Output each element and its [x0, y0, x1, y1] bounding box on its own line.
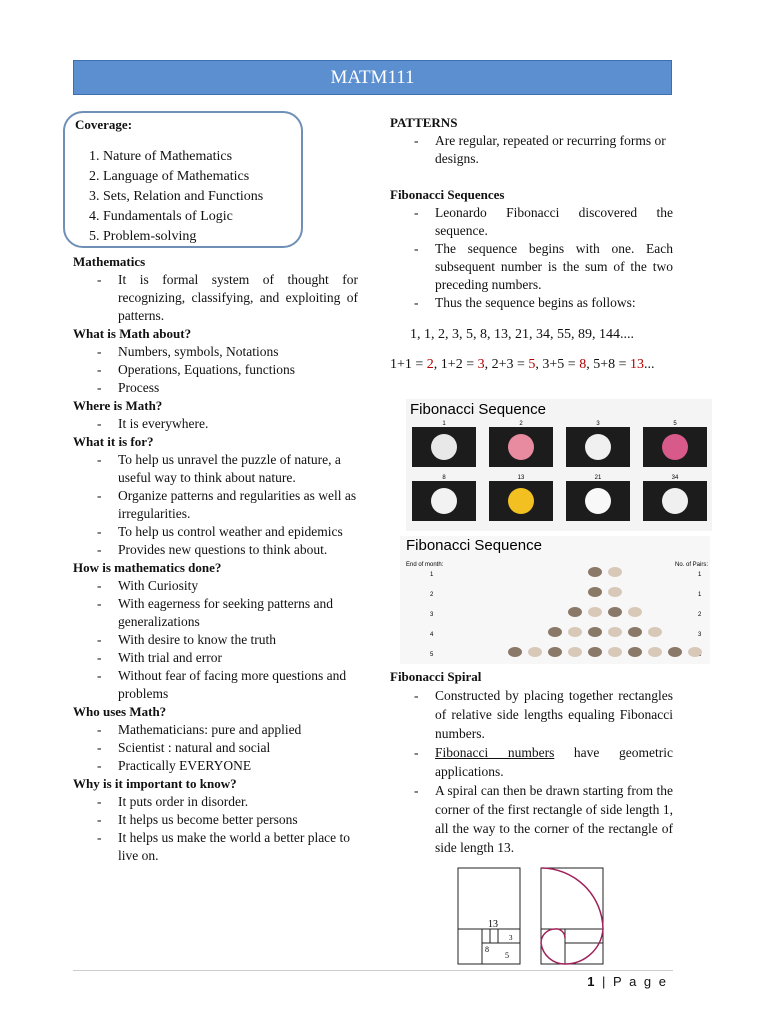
list-item: - With eagerness for seeking patterns and generalizations — [73, 595, 358, 631]
rabbit-icon — [668, 647, 682, 657]
list-item: - It is everywhere. — [73, 415, 358, 433]
rabbit-icon — [588, 647, 602, 657]
sum-text: , 3+5 = — [535, 357, 580, 372]
rabbit-icon — [628, 607, 642, 617]
underlined-text: Fibonacci numbers — [435, 745, 555, 760]
section-heading: Mathematics — [73, 254, 146, 269]
list-item: - Provides new questions to think about. — [73, 541, 358, 559]
list-item: 5. Problem-solving — [103, 227, 291, 247]
rabbit-icon — [548, 647, 562, 657]
list-item: - Organize patterns and regularities as well as irregularities. — [73, 487, 358, 523]
flower-label: 8 — [442, 475, 446, 481]
fibonacci-rabbits-figure — [400, 536, 710, 664]
list-item: - With Curiosity — [73, 577, 358, 595]
list-item: - Without fear of facing more questions and problems — [73, 667, 358, 703]
list-item: - It puts order in disorder. — [73, 793, 358, 811]
coverage-list — [75, 147, 291, 247]
rabbit-icon — [588, 607, 602, 617]
page-title: MATM111 — [330, 67, 415, 88]
sum-result: 3 — [477, 357, 485, 372]
section-heading: Where is Math? — [73, 398, 163, 413]
sum-text: 1+1 = — [390, 357, 427, 372]
list-item: - Are regular, repeated or recurring forms or designs. — [390, 132, 673, 168]
flower-icon — [508, 488, 534, 514]
rabbit-icon — [648, 627, 662, 637]
rect-label: 3 — [509, 934, 513, 942]
page-title-banner — [73, 60, 672, 95]
pairs-label: 1 — [698, 592, 702, 598]
footer-divider — [73, 970, 673, 971]
list-item: - To help us unravel the puzzle of nature, a useful way to think about nature. — [73, 451, 358, 487]
pairs-label: 2 — [698, 612, 702, 618]
flower-icon — [431, 488, 457, 514]
section-heading: Fibonacci Spiral — [390, 669, 482, 684]
list-item: - It is formal system of thought for recognizing, classifying, and exploiting of patterns. — [73, 271, 358, 325]
pairs-header: No. of Pairs: — [675, 562, 709, 568]
flower-label: 34 — [671, 475, 679, 481]
list-item: - A spiral can then be drawn starting from the corner of the first rectangle of side length 1, all the way to the corner of the rectangle of side length 13. — [390, 781, 673, 857]
section-heading: Fibonacci Sequences — [390, 187, 505, 202]
list-item: - Thus the sequence begins as follows: — [390, 294, 673, 312]
list-item: - With trial and error — [73, 649, 358, 667]
rect-label: 13 — [488, 919, 498, 930]
flower-label: 3 — [596, 421, 600, 427]
fibonacci-flowers-figure — [406, 399, 712, 531]
rabbit-icon — [588, 567, 602, 577]
right-column-bottom — [390, 668, 673, 857]
section-heading: PATTERNS — [390, 115, 458, 130]
list-item: - To help us control weather and epidemics — [73, 523, 358, 541]
right-column-top — [390, 114, 673, 374]
month-label: 3 — [430, 612, 434, 618]
rabbit-icon — [628, 627, 642, 637]
month-label: 5 — [430, 652, 434, 658]
sum-result: 5 — [528, 357, 536, 372]
month-label: 4 — [430, 632, 434, 638]
page-number-value: 1 — [587, 974, 597, 989]
figure-title: Fibonacci Sequence — [406, 537, 542, 554]
rabbit-icon — [648, 647, 662, 657]
rabbit-icon — [608, 607, 622, 617]
sum-result: 8 — [579, 357, 587, 372]
list-item: - Mathematicians: pure and applied — [73, 721, 358, 739]
rabbit-icon — [608, 567, 622, 577]
rect-label: 5 — [505, 951, 509, 960]
section-heading: What is Math about? — [73, 326, 192, 341]
rabbit-icon — [568, 627, 582, 637]
list-item: - Operations, Equations, functions — [73, 361, 358, 379]
list-item: - The sequence begins with one. Each subsequent number is the sum of the two preceding numbers. — [390, 240, 673, 294]
list-item: - Process — [73, 379, 358, 397]
month-header: End of month: — [406, 562, 444, 568]
flower-icon — [662, 434, 688, 460]
spiral-curve — [541, 868, 603, 964]
flower-icon — [431, 434, 457, 460]
section-heading: Who uses Math? — [73, 704, 167, 719]
flower-icon — [585, 434, 611, 460]
rabbit-icon — [628, 647, 642, 657]
flower-label: 1 — [442, 421, 446, 427]
rabbit-icon — [508, 647, 522, 657]
coverage-box — [63, 111, 303, 248]
list-item: 3. Sets, Relation and Functions — [103, 187, 291, 207]
flower-icon — [585, 488, 611, 514]
sum-text: , 2+3 = — [484, 357, 529, 372]
sum-text: , 5+8 = — [586, 357, 630, 372]
fibonacci-sums — [390, 356, 673, 374]
page-number — [587, 974, 668, 989]
flower-label: 13 — [517, 475, 525, 481]
list-item: 4. Fundamentals of Logic — [103, 207, 291, 227]
sum-result: 13 — [629, 357, 644, 372]
rabbit-icon — [688, 647, 702, 657]
flower-label: 5 — [673, 421, 677, 427]
list-item: - Constructed by placing together rectangles of relative side lengths equaling Fibonacci numbers. — [390, 686, 673, 743]
rabbit-icon — [528, 647, 542, 657]
pairs-label: 3 — [698, 632, 702, 638]
rabbit-icon — [588, 627, 602, 637]
flower-icon — [508, 434, 534, 460]
rect-label: 8 — [485, 945, 489, 954]
section-heading: How is mathematics done? — [73, 560, 222, 575]
flower-icon — [662, 488, 688, 514]
rabbit-icon — [548, 627, 562, 637]
section-heading: Why is it important to know? — [73, 776, 237, 791]
list-item: - It helps us become better persons — [73, 811, 358, 829]
list-item: - Scientist : natural and social — [73, 739, 358, 757]
list-item: - Leonardo Fibonacci discovered the sequence. — [390, 204, 673, 240]
fibonacci-spiral-figure — [455, 866, 615, 966]
list-item: - Numbers, symbols, Notations — [73, 343, 358, 361]
flower-label: 21 — [594, 475, 602, 481]
rabbit-icon — [608, 647, 622, 657]
figure-title: Fibonacci Sequence — [410, 401, 546, 418]
left-column — [73, 253, 358, 865]
coverage-title: Coverage: — [75, 117, 133, 132]
list-item: - It helps us make the world a better place to live on. — [73, 829, 358, 865]
month-label: 2 — [430, 592, 434, 598]
sum-text: ... — [643, 357, 655, 372]
rabbit-icon — [608, 627, 622, 637]
sum-text: , 1+2 = — [433, 357, 478, 372]
rabbit-icon — [608, 587, 622, 597]
list-item: - Fibonacci numbers have geometric applications. — [390, 743, 673, 781]
list-item: - With desire to know the truth — [73, 631, 358, 649]
list-item: 1. Nature of Mathematics — [103, 147, 291, 167]
list-item: 2. Language of Mathematics — [103, 167, 291, 187]
rabbit-icon — [588, 587, 602, 597]
flower-label: 2 — [519, 421, 523, 427]
pairs-label: 1 — [698, 572, 702, 578]
fibonacci-sequence: 1, 1, 2, 3, 5, 8, 13, 21, 34, 55, 89, 144.... — [410, 327, 634, 342]
rabbit-icon — [568, 607, 582, 617]
page-label: | P a g e — [602, 974, 668, 989]
sum-result: 2 — [426, 357, 434, 372]
month-label: 1 — [430, 572, 434, 578]
rabbit-icon — [568, 647, 582, 657]
list-item: - Practically EVERYONE — [73, 757, 358, 775]
section-heading: What it is for? — [73, 434, 154, 449]
